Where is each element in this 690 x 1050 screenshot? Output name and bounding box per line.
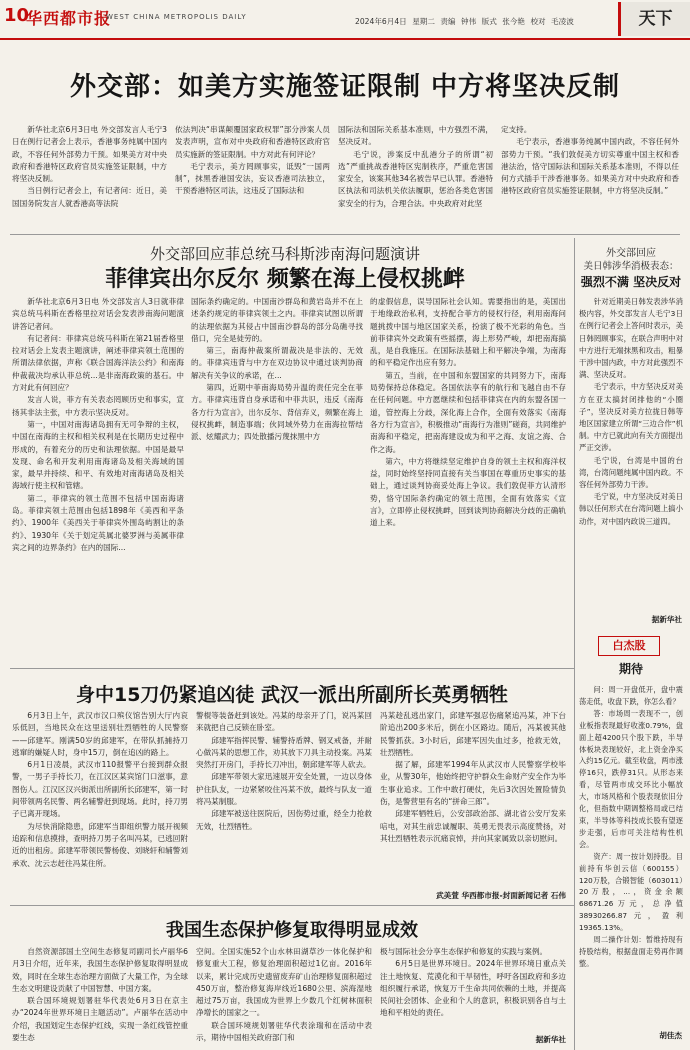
section-name: 天下 bbox=[618, 2, 690, 36]
paragraph: 毛宁说，中方坚决反对美日韩以任何形式在台湾问题上搞小动作，对中国内政说三道四。 bbox=[579, 492, 683, 526]
issue-weekday: 星期二 bbox=[412, 17, 435, 26]
article1-column-1 bbox=[12, 124, 167, 232]
paragraph: 第四，近期中菲南海局势升温的责任完全在菲方。菲律宾违背自身承诺和中菲共识，违反《南海各方行为宣言》，出尔反尔、背信弃义，频繁在海上侵权挑衅，制造事端；伙同域外势力在南海拉帮结派、炫耀武力；四处散播污蔑抹黑中方 bbox=[191, 383, 363, 442]
paragraph: 6月1日凌晨，武汉市110报警平台接到群众报警，一男子手持长刀，在江汉区某宾馆门口滋事，意图伤人。江汉区汉兴街派出所副所长邱建军，第一时间带领两名民警、两名辅警赶到现场。此时，持刀男子已离开现场。 bbox=[12, 760, 188, 819]
paragraph: 定支持。 bbox=[501, 125, 532, 134]
paragraph: 警棍等装备赶到该处。冯某的母亲开了门，说冯某回来就把自己反锁在卧室。 bbox=[196, 711, 372, 733]
header-rule bbox=[0, 38, 690, 40]
sidebar1-source: 据新华社 bbox=[651, 615, 682, 624]
article1-column-4 bbox=[501, 124, 679, 232]
article4-source: 据新华社 bbox=[535, 1035, 566, 1044]
designer: 版式 张今艳 bbox=[481, 17, 526, 26]
article4-column-3 bbox=[380, 946, 566, 1032]
article3-column-1 bbox=[12, 710, 188, 902]
paragraph: 周二操作计划：暂维持现有持股结构，根据盘面走势再作调整。 bbox=[579, 935, 683, 968]
paragraph: 资产：周一按计划持股。目前持有华创云信（600155）120万股，合锻智能（603011）20万股，...，资金余额68671.26万元，总净值38930266.87元，盈利19365.13%。 bbox=[579, 851, 683, 933]
paragraph: 邱建军指挥民警、辅警持盾牌、钢叉戒备，并耐心做冯某的思想工作，劝其放下刀具主动投案。冯某突然打开房门，手持长刀冲出，朝邱建军等人砍去。 bbox=[196, 735, 372, 770]
page-number: 10 bbox=[4, 5, 30, 26]
paragraph: 第六，中方将继续坚定维护自身的领土主权和海洋权益，同时始终坚持同直接有关当事国在尊重历史事实的基础上，通过谈判协商妥处海上争议。我们敦促菲方认清形势，恪守国际条约确定的领土范围，全面有效落实《宣言》，立即停止侵权挑衅，回到谈判协商解决分歧的正确轨道上来。 bbox=[370, 456, 566, 528]
sidebar1-body bbox=[579, 296, 683, 612]
paragraph: 6月3日上午，武汉市汉口殡仪馆告别大厅内哀乐低回，当地民众在这里送别壮烈牺牲的人民警察——邱建军。刚满50岁的邱建军，在带队抓捕持刀逃窜的嫌疑人时，身中15刀，倒在追凶的路上。 bbox=[12, 711, 188, 757]
sidebar2-label: 白杰股 bbox=[598, 636, 660, 656]
paragraph: 极与国际社会分享生态保护和修复的实践与案例。 bbox=[380, 947, 548, 956]
newspaper-logo-english: WEST CHINA METROPOLIS DAILY bbox=[106, 13, 247, 21]
paragraph: 毛宁表示，美方罔顾事实，诋毁“一国两制”，抹黑香港国安法，妄议香港司法独立，干预香港特区司法，这违反了国际法和 bbox=[175, 161, 330, 196]
article2-column-2 bbox=[191, 296, 363, 666]
sidebar2-body bbox=[579, 684, 683, 1024]
paragraph: 当日例行记者会上，有记者问：近日，美国国务院发言人就香港高等法院 bbox=[12, 186, 167, 208]
paragraph: 新华社北京6月3日电 外交部发言人毛宁3日在例行记者会上表示，香港事务纯属中国内政，不容任何外部势力干预。如果美方对中央政府和香港特区政府官员实施签证限制，中方将坚决反制。 bbox=[12, 125, 167, 184]
paragraph: 自然资源部国土空间生态修复司副司长卢丽华6月3日介绍，近年来，我国生态保护修复取得明显成效，同时在全球生态治理方面做了大量工作，为全球生态文明建设贡献了中国智慧、中国方案。 bbox=[12, 947, 188, 993]
newspaper-logo: 华西都市报 bbox=[26, 9, 112, 28]
paragraph: 冯某趁乱逃出家门，邱建军强忍伤痛紧追冯某，冲下台阶追出200多米后，倒在小区路边。随后，冯某被其他民警抓获。3小时后，邱建军因失血过多，抢救无效，壮烈牺牲。 bbox=[380, 711, 566, 757]
paragraph: 有记者问：菲律宾总统马科斯在第21届香格里拉对话会上发表主题演讲，阐述菲律宾领土范围的所谓法律依据，声称《联合国海洋法公约》和南海仲裁裁决均承认菲总统...是非南海政策的基石。中方对此有何回应？ bbox=[12, 333, 184, 393]
article3-source: 武美萱 华西都市报-封面新闻记者 石伟 bbox=[436, 891, 566, 900]
sidebar1-subtitle: 美日韩涉华消极表态： bbox=[583, 261, 679, 272]
paragraph: 第五，当前，在中国和东盟国家的共同努力下，南海局势保持总体稳定。各国依法享有的航行和飞越自由不存在任何问题。中方愿继续和包括菲律宾在内的东盟各国一道，管控海上分歧，深化海上合作，全面有效落实《南海各方行为宣言》，积极推动“南海行为准则”磋商，共同维护南海和平稳定，把南海建设成为和平之海、友谊之海、合作之海。 bbox=[370, 370, 566, 454]
paragraph: 针对近期美日韩发表涉华消极内容，外交部发言人毛宁3日在例行记者会上答问时表示，美日韩罔顾事实，在联合声明中对中方进行无端抹黑和攻击，粗暴干涉中国内政，中方对此强烈不满、坚决反对。 bbox=[579, 297, 683, 380]
paragraph: 邱建军带领大家迅速展开安全处置，一边以身体护住队友，一边紧紧咬住冯某不放，最终与队友一道将冯某制服。 bbox=[196, 772, 372, 807]
sidebar1-headline: 强烈不满 坚决反对 bbox=[580, 275, 682, 289]
editor: 责编 钟伟 bbox=[440, 17, 477, 26]
paragraph: 第三，南海仲裁案所谓裁决是非法的、无效的。菲律宾违背与中方在双边协议中通过谈判协商解决有关争议的承诺，在... bbox=[191, 346, 363, 380]
paragraph: 发言人说，菲方有关表态罔顾历史和事实，宣扬其非法主张，中方表示坚决反对。 bbox=[12, 395, 184, 417]
paragraph: 毛宁说，涉案反中乱港分子的所谓“初选”严重挑战香港特区宪制秩序，严重危害国家安全，该案其他34名被告早已认罪。香港特区执法和司法机关依法履职，惩治各类危害国家安全的行为，合理合法。中央政府对此坚 bbox=[338, 149, 493, 208]
paragraph: 国际条约确定的。中国南沙群岛和黄岩岛并不在上述条约规定的菲律宾领土之内。菲律宾试图以所谓的法理依据为其侵占中国南沙群岛的部分岛礁寻找借口，完全是徒劳的。 bbox=[191, 297, 363, 343]
paragraph: 依法判决“串谋颠覆国家政权罪”部分涉案人员发表声明，宣布对中央政府和香港特区政府官员实施新的签证限制。中方对此有何评论？ bbox=[175, 125, 330, 159]
paragraph: 毛宁表示，中方坚决反对美方在亚太搞封闭排他的“小圈子”，坚决反对美方拉拢日韩等地区国家建立所谓“三边合作”机制。中方已就此向有关方面提出严正交涉。 bbox=[579, 382, 683, 453]
sidebar2-author: 胡佳杰 bbox=[659, 1031, 682, 1040]
article2-column-3 bbox=[370, 296, 566, 666]
divider bbox=[10, 234, 680, 235]
sidebar-divider bbox=[574, 625, 575, 1050]
sidebar-divider bbox=[574, 238, 575, 668]
article4-column-1 bbox=[12, 946, 188, 1046]
article3-column-3 bbox=[380, 710, 566, 888]
page-header bbox=[0, 0, 690, 38]
paragraph: 国际法和国际关系基本准则，中方强烈不满，坚决反对。 bbox=[338, 125, 493, 147]
paragraph: 据了解，邱建军1994年从武汉市人民警察学校毕业，从警30年，他始终把守护群众生命财产安全作为毕生事业追求。工作中敢打硬仗，先后3次因处置险情负伤，是警营里有名的“拼命三郎”。 bbox=[380, 760, 566, 807]
paragraph: 联合国环境规划署驻华代表涂瑞和在活动中表示，期待中国相关政府部门和 bbox=[196, 1020, 372, 1043]
paragraph: 新华社北京6月3日电 外交部发言人3日就菲律宾总统马科斯在香格里拉对话会发表涉南海问题演讲答记者问。 bbox=[12, 297, 184, 331]
paragraph: 邱建军牺牲后，公安部政治部、湖北省公安厅发来唁电，对其生前忠诚履职、英勇无畏表示高度赞扬，对其壮烈牺牲表示沉痛哀悼，并向其家属致以亲切慰问。 bbox=[380, 809, 566, 843]
divider bbox=[10, 668, 575, 669]
article2-headline: 菲律宾出尔反尔 频繁在海上侵权挑衅 bbox=[105, 267, 465, 292]
paragraph: 第二，菲律宾的领土范围不包括中国南海诸岛。菲律宾领土范围由包括1898年《美西和平条约》、1900年《美西关于菲律宾外围岛屿割让的条约》、1930年《关于划定英属北婆罗洲与美属菲律宾之间的边界条约》在内的国际... bbox=[12, 493, 184, 552]
proofreader: 校对 毛凌波 bbox=[530, 17, 574, 26]
paragraph: 答：市场周一表现不一，创业板指表现最好收涨0.79%，盘面上超4200只个股下跌，半导体板块表现较好，北上资金净买入约15亿元。截至收盘，两市涨停16只，跌停31只。从形态来看，尽管两市成交环比小幅放大，市场风格和个股表现依旧分化，但指数中期调整格局或已结束，半导体等科技成长股有望逐步走强，后市可关注结构性机会。 bbox=[579, 708, 683, 849]
paragraph: 问：周一开盘低开，盘中震荡走低，收盘下跌，你怎么看？ bbox=[579, 685, 683, 706]
issue-date: 2024年6月4日 bbox=[355, 17, 407, 26]
paragraph: 的虚假信息，误导国际社会认知。需要指出的是，美国出于地缘政治私利，支持配合菲方的侵权行径，利用南海问题挑拨中国与地区国家关系，扮演了极不光彩的角色。当前菲律宾外交政策有些摇摆，海上形势严峻，却把南海搞乱，是自我施压。在国际法基础上和平解决争端，为南海的和平稳定作出应有努力。 bbox=[370, 297, 566, 368]
article4-column-2 bbox=[196, 946, 372, 1046]
divider bbox=[10, 905, 575, 906]
paragraph: 毛宁表示，香港事务纯属中国内政，不容任何外部势力干预。“我们敦促美方切实尊重中国主权和香港法治，恪守国际法和国际关系基本准则，不得以任何方式插手干涉香港事务。如果美方对中央政府和香港特区政府官员实施签证限制，中方将坚决反制。” bbox=[501, 137, 679, 196]
paragraph: 毛宁说，台湾是中国的台湾，台湾问题纯属中国内政。不容任何外部势力干涉。 bbox=[579, 455, 683, 490]
article3-headline: 身中15刀仍紧追凶徒 武汉一派出所副所长英勇牺牲 bbox=[75, 684, 509, 706]
article3-column-2 bbox=[196, 710, 372, 902]
paragraph: 联合国环境规划署驻华代表处6月3日在京主办“2024年世界环境日主题活动”。卢丽华在活动中介绍，我国划定生态保护红线，实现一条红线管控重要生态 bbox=[12, 996, 188, 1043]
article4-headline: 我国生态保护修复取得明显成效 bbox=[166, 920, 418, 941]
article2-column-1 bbox=[12, 296, 184, 666]
article1-column-3 bbox=[338, 124, 493, 232]
article2-kicker: 外交部回应菲总统马科斯涉南海问题演讲 bbox=[149, 245, 420, 263]
paragraph: 第一，中国对南海诸岛拥有无可争辩的主权，中国在南海的主权和相关权利是在长期历史过程中形成的，有着充分的历史和法理依据。中国是最早发现、命名和开发利用南海诸岛及相关海域的国家，最早并持续、和平、有效地对南海诸岛及相关海域行使主权和管辖。 bbox=[12, 419, 184, 491]
paragraph: 空间。全国实施52个山水林田湖草沙一体化保护和修复重大工程，修复治理面积超过1亿亩。2016年以来，累计完成历史遗留废弃矿山治理修复面积超过450万亩，整治修复海岸线近1680公里、滨海湿地超过75万亩，我国成为世界上少数几个红树林面积净增长的国家之一。 bbox=[196, 947, 372, 1018]
sidebar1-kicker: 外交部回应 bbox=[606, 248, 656, 259]
paragraph: 为尽快消除隐患，邱建军当即组织警力展开视频追踪和信息摸排，查明持刀男子名叫冯某，已逃回附近的出租房。邱建军带领民警杨俊、刘晓轩和辅警刘承欢、沈云志赶往冯某住所。 bbox=[12, 821, 188, 868]
article1-column-2 bbox=[175, 124, 330, 232]
header-meta bbox=[355, 16, 574, 27]
paragraph: 邱建军被送往医院后，因伤势过重，经全力抢救无效，壮烈牺牲。 bbox=[196, 809, 372, 831]
sidebar2-title: 期待 bbox=[618, 662, 643, 676]
paragraph: 6月5日是世界环境日。2024年世界环境日重点关注土地恢复、荒漠化和干旱韧性，呼吁各国政府和多边组织履行承诺，恢复万千生命共同依赖的土地，并提高民间社会团体、企业和个人的意识，积极识别各自与土地和平相处的责任。 bbox=[380, 959, 566, 1018]
article1-headline: 外交部：如美方实施签证限制 中方将坚决反制 bbox=[69, 72, 621, 102]
